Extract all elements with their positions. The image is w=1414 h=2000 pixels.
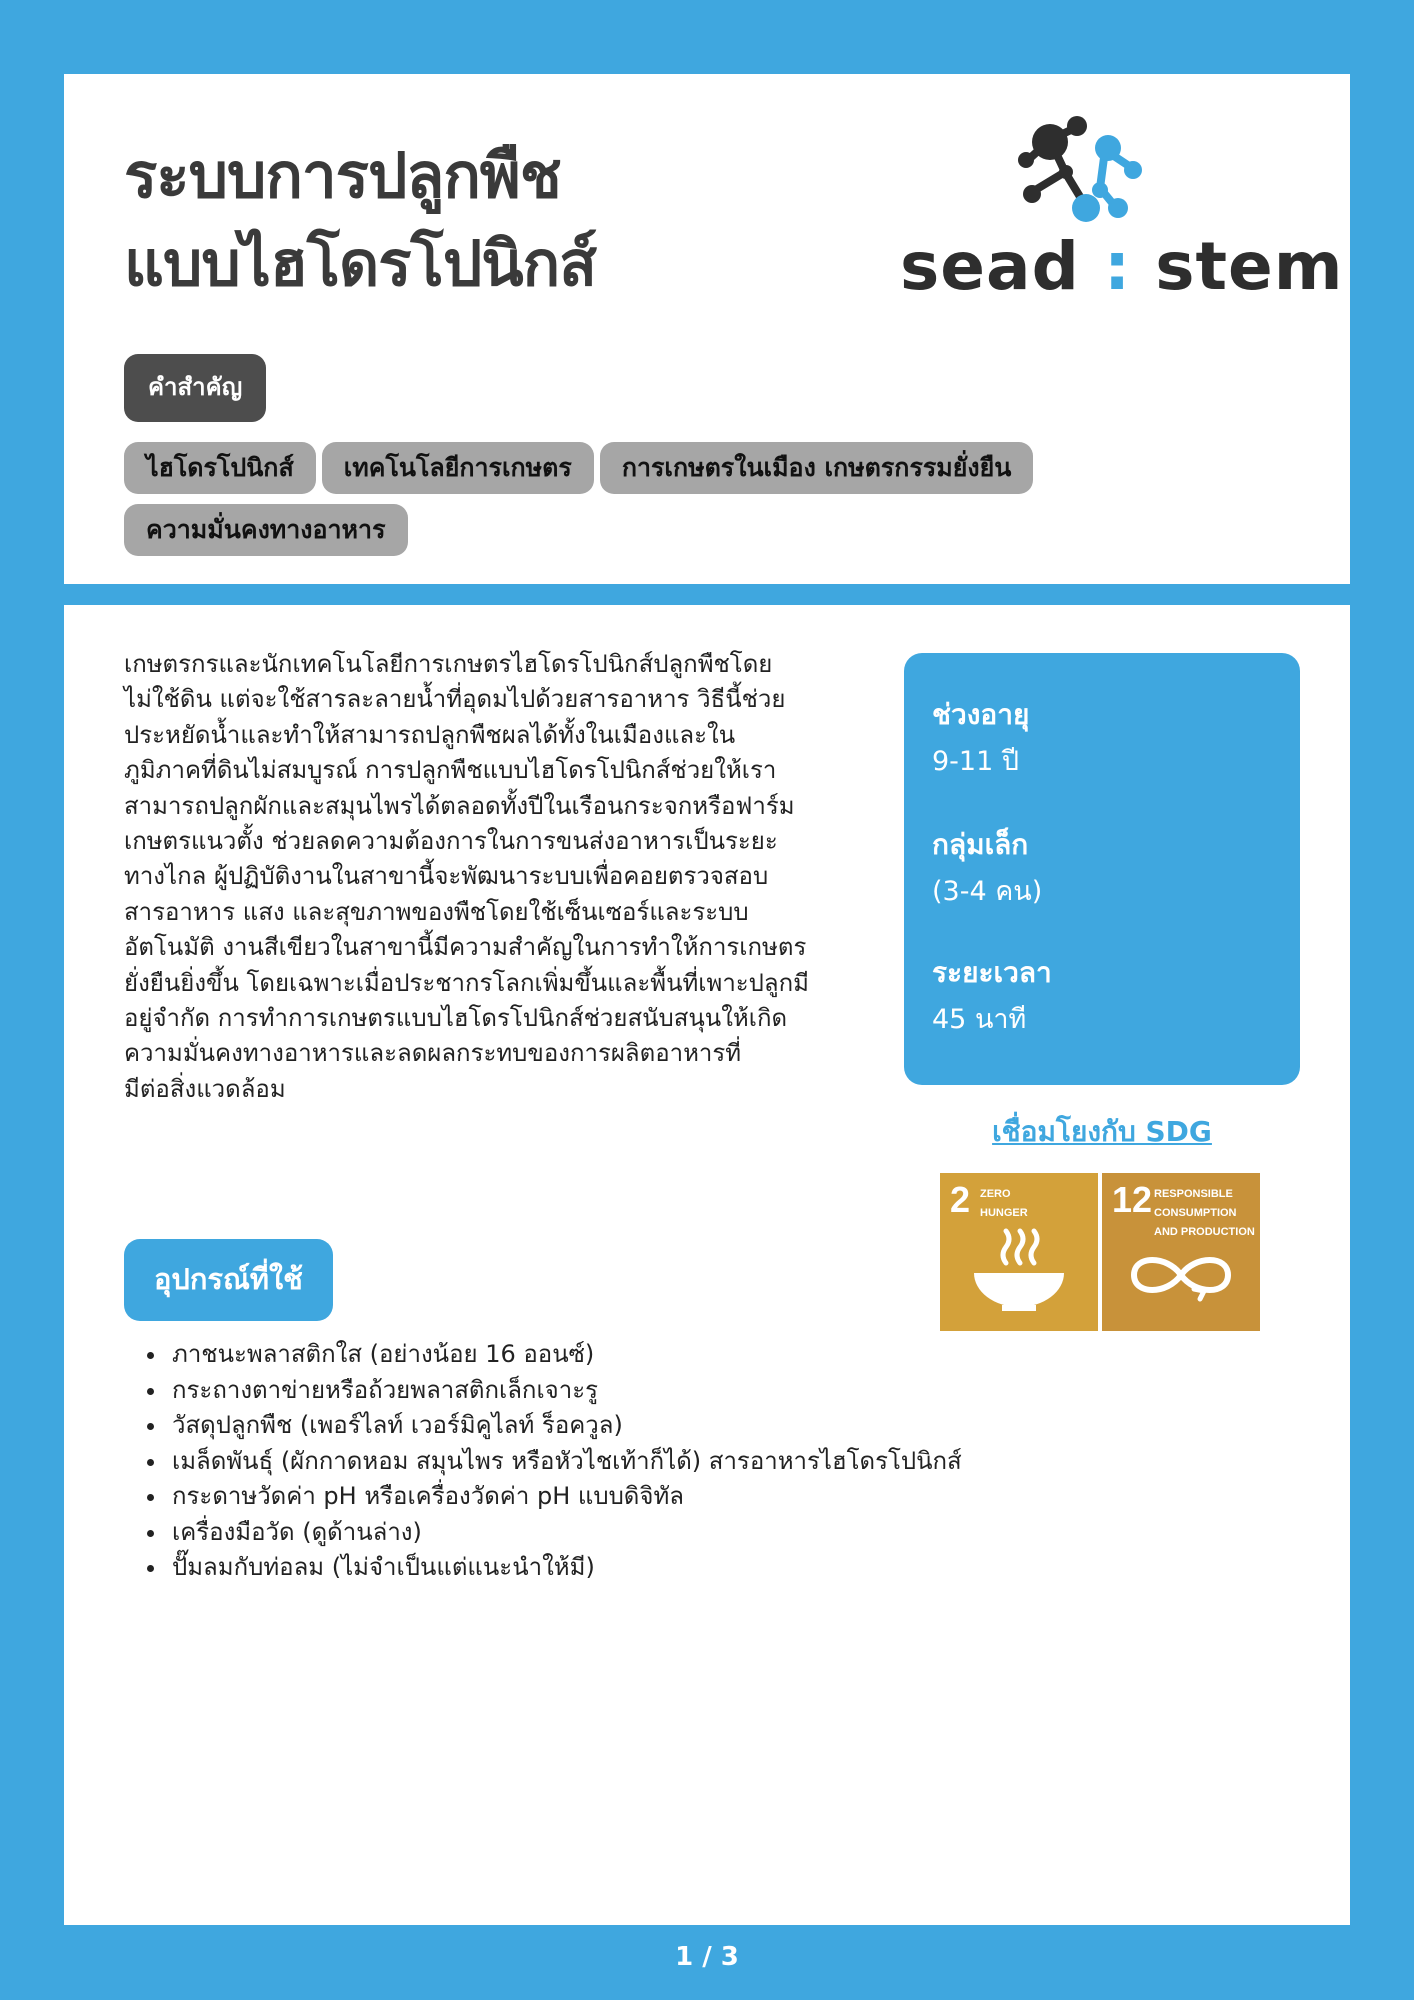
sdg-12-label-line: AND PRODUCTION bbox=[1154, 1226, 1255, 1238]
logo-wordmark bbox=[900, 228, 1344, 305]
description-line: ประหยัดน้ำและทำให้สามารถปลูกพืชผลได้ทั้งในเมืองและใน bbox=[124, 720, 736, 749]
header-panel bbox=[64, 74, 1350, 584]
equipment-item: • วัสดุปลูกพืช (เพอร์ไลท์ เวอร์มิคูไลท์ ร็อควูล) bbox=[168, 1408, 1268, 1444]
title-line-2: แบบไฮโดรโปนิกส์ bbox=[124, 227, 596, 300]
infinity-icon bbox=[1102, 1173, 1260, 1331]
equipment-item: • กระถางตาข่ายหรือถ้วยพลาสติกเล็กเจาะรู bbox=[168, 1373, 1268, 1409]
equipment-item: • กระดาษวัดค่า pH หรือเครื่องวัดค่า pH แบบดิจิทัล bbox=[168, 1479, 1268, 1515]
description-line: มีต่อสิ่งแวดล้อม bbox=[124, 1074, 286, 1103]
description-paragraph bbox=[124, 647, 864, 1107]
keyword-tag: ความมั่นคงทางอาหาร bbox=[124, 504, 408, 556]
sdg-12-number: 12 bbox=[1112, 1179, 1153, 1220]
keyword-tag: ไฮโดรโปนิกส์ bbox=[124, 442, 316, 494]
sdg-link[interactable]: เชื่อมโยงกับ SDG bbox=[992, 1115, 1212, 1148]
duration-label: ระยะเวลา bbox=[932, 956, 1052, 989]
page-title bbox=[124, 132, 596, 308]
keyword-tag: การเกษตรในเมือง เกษตรกรรมยั่งยืน bbox=[600, 442, 1034, 494]
logo-colon: : bbox=[1103, 228, 1132, 305]
sdg-2-label-line: HUNGER bbox=[980, 1207, 1028, 1219]
content-panel bbox=[64, 605, 1350, 1925]
description-line: อัตโนมัติ งานสีเขียวในสาขานี้มีความสำคัญในการทำให้การเกษตร bbox=[124, 933, 807, 962]
sead-stem-logo bbox=[900, 110, 1344, 310]
bowl-icon bbox=[940, 1173, 1098, 1331]
description-line: ภูมิภาคที่ดินไม่สมบูรณ์ การปลูกพืชแบบไฮโดรโปนิกส์ช่วยให้เรา bbox=[124, 756, 777, 785]
description-line: เกษตรกรและนักเทคโนโลยีการเกษตรไฮโดรโปนิกส์ปลูกพืชโดย bbox=[124, 650, 773, 678]
description-line: ทางไกล ผู้ปฏิบัติงานในสาขานี้จะพัฒนาระบบเพื่อคอยตรวจสอบ bbox=[124, 862, 769, 891]
activity-info-box bbox=[904, 653, 1300, 1085]
sdg-12-label-line: RESPONSIBLE bbox=[1154, 1188, 1233, 1200]
sdg-12-label-line: CONSUMPTION bbox=[1154, 1207, 1237, 1219]
sdg-2-tile bbox=[940, 1173, 1098, 1331]
equipment-item: • เครื่องมือวัด (ดูด้านล่าง) bbox=[168, 1515, 1268, 1551]
group-label: กลุ่มเล็ก bbox=[932, 828, 1029, 861]
description-line: สารอาหาร แสง และสุขภาพของพืชโดยใช้เซ็นเซอร์และระบบ bbox=[124, 897, 749, 926]
equipment-item: • เมล็ดพันธุ์ (ผักกาดหอม สมุนไพร หรือหัวไชเท้าก็ได้) สารอาหารไฮโดรโปนิกส์ bbox=[168, 1444, 1268, 1480]
equipment-item: • ภาชนะพลาสติกใส (อย่างน้อย 16 ออนซ์) bbox=[168, 1337, 1268, 1373]
logo-word-sead: sead bbox=[900, 228, 1080, 305]
keywords-label: คำสำคัญ bbox=[124, 354, 266, 422]
molecule-logo-icon bbox=[900, 110, 1300, 230]
equipment-heading: อุปกรณ์ที่ใช้ bbox=[124, 1239, 333, 1321]
description-line: อยู่จำกัด การทำการเกษตรแบบไฮโดรโปนิกส์ช่วยสนับสนุนให้เกิด bbox=[124, 1004, 788, 1033]
description-line: ยั่งยืนยิ่งขึ้น โดยเฉพาะเมื่อประชากรโลกเพิ่มขึ้นและพื้นที่เพาะปลูกมี bbox=[124, 968, 809, 997]
keyword-tag: เทคโนโลยีการเกษตร bbox=[322, 442, 594, 494]
description-line: ไม่ใช้ดิน แต่จะใช้สารละลายน้ำที่อุดมไปด้วยสารอาหาร วิธีนี้ช่วย bbox=[124, 685, 786, 714]
sdg-2-label-line: ZERO bbox=[980, 1188, 1011, 1200]
duration-value: 45 นาที bbox=[932, 1004, 1027, 1035]
description-line: สามารถปลูกผักและสมุนไพรได้ตลอดทั้งปีในเรือนกระจกหรือฟาร์ม bbox=[124, 791, 795, 820]
description-line: เกษตรแนวตั้ง ช่วยลดความต้องการในการขนส่งอาหารเป็นระยะ bbox=[124, 827, 778, 856]
equipment-list bbox=[124, 1337, 1268, 1586]
page-number: 1 / 3 bbox=[675, 1942, 739, 1972]
sdg-12-tile bbox=[1102, 1173, 1260, 1331]
keyword-tags bbox=[124, 442, 1204, 566]
sdg-2-number: 2 bbox=[950, 1179, 971, 1220]
age-label: ช่วงอายุ bbox=[932, 698, 1030, 731]
group-value: (3-4 คน) bbox=[932, 876, 1043, 907]
description-line: ความมั่นคงทางอาหารและลดผลกระทบของการผลิตอาหารที่ bbox=[124, 1039, 742, 1068]
logo-word-stem: stem bbox=[1155, 228, 1344, 305]
age-value: 9-11 ปี bbox=[932, 746, 1019, 777]
title-line-1: ระบบการปลูกพืช bbox=[124, 139, 561, 212]
equipment-item: • ปั๊มลมกับท่อลม (ไม่จำเป็นแต่แนะนำให้มี) bbox=[168, 1550, 1268, 1586]
